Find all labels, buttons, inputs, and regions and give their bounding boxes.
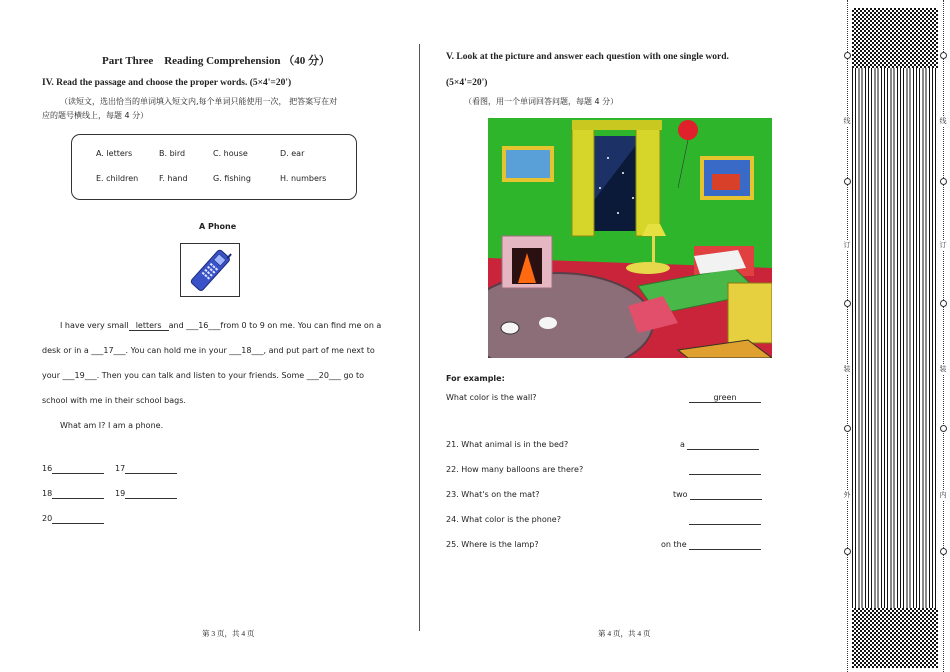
right-page-footer: 第 4 页，共 4 页 [598,629,651,638]
word-option-h: H. numbers [280,174,327,183]
word-option-c: C. house [213,149,248,158]
word-option-e: E. children [96,174,139,183]
section-iv-instruction-1: （读短文，选出恰当的单词填入短文内,每个单词只能使用一次， 把答案写在对 [60,97,338,106]
binding-hole-inner-1 [940,52,947,59]
answer-22 [689,465,761,475]
example-question: What color is the wall? [446,393,537,402]
answer-17-blank[interactable] [125,464,177,474]
question-22: 22. How many balloons are there? [446,465,584,474]
binding-inner-char-4: 线 [939,117,947,125]
answer-21: a [680,440,759,450]
answer-16-blank[interactable] [52,464,104,474]
left-page-footer: 第 3 页，共 4 页 [202,629,255,638]
bedroom-illustration [488,118,772,358]
binding-hole-inner-5 [940,548,947,555]
answer-17: 17 [115,464,177,474]
word-option-d: D. ear [280,149,305,158]
part-title: Part Three Reading Comprehension （40 分） [102,55,330,67]
binding-inner-char-3: 订 [939,241,947,249]
word-option-b: B. bird [159,149,186,158]
example-answer [689,393,761,403]
answer-25-blank[interactable] [689,540,761,550]
answer-23-blank[interactable] [690,490,762,500]
passage-line-4: school with me in their school bags. [42,396,186,405]
page-divider [419,44,420,631]
binding-outer-char-2: 装 [843,365,851,373]
binding-hole-inner-3 [940,300,947,307]
answer-23: two [673,490,762,500]
passage-line-5: What am I? I am a phone. [60,421,164,430]
question-24: 24. What color is the phone? [446,515,561,524]
binding-outer-char-1: 外 [843,491,851,499]
answer-18: 18 [42,489,104,499]
answer-20: 20 [42,514,104,524]
answer-16: 16 [42,464,104,474]
passage-line-3: your ___19___. Then you can talk and listen to your friends. Some ___20___ go to [42,371,365,380]
binding-inner-char-1: 内 [939,491,947,499]
word-option-g: G. fishing [213,174,251,183]
answer-19: 19 [115,489,177,499]
passage-line-1-end: and ___16___from 0 to 9 on me. You can find me on a [168,321,382,330]
binding-line-inner [943,0,944,672]
bedroom-picture [488,118,772,358]
binding-hole-inner-4 [940,425,947,432]
answer-19-blank[interactable] [125,489,177,499]
binding-inner-char-2: 装 [939,365,947,373]
section-v-instruction: （看图，用一个单词回答问题，每题 4 分） [464,97,619,106]
passage-title: A Phone [199,222,237,231]
question-23: 23. What's on the mat? [446,490,540,499]
section-iv-title: IV. Read the passage and choose the proper words. (5×4'=20') [42,78,292,88]
section-v-title: V. Look at the picture and answer each question with one single word. [446,52,729,62]
binding-line-outer [847,0,848,672]
binding-outer-char-3: 订 [843,241,851,249]
phone-picture [180,243,240,297]
answer-18-blank[interactable] [52,489,104,499]
answer-21-blank[interactable] [687,440,759,450]
passage-line-2: desk or in a ___17___. You can hold me in your ___18___, and put part of me next to [42,346,375,355]
example-label: For example: [446,374,505,383]
binding-hole-outer-3 [844,300,851,307]
question-21: 21. What animal is in the bed? [446,440,569,449]
mobile-phone-icon [181,244,239,296]
passage-line-1 [60,321,381,331]
answer-22-blank[interactable] [689,465,761,475]
binding-hole-outer-2 [844,178,851,185]
section-v-score: (5×4'=20') [446,78,488,88]
answer-24 [689,515,761,525]
question-25: 25. Where is the lamp? [446,540,539,549]
binding-hole-outer-1 [844,52,851,59]
binding-outer-char-4: 线 [843,117,851,125]
word-option-a: A. letters [96,149,133,158]
section-iv-instruction-2: 应的题号横线上，每题 4 分） [42,111,149,120]
word-option-f: F. hand [159,174,188,183]
word-options-box [71,134,357,200]
example-answer-green: green [689,393,761,403]
binding-checker-bottom [852,608,938,668]
passage-line-1-start: I have very small [60,321,129,330]
answer-24-blank[interactable] [689,515,761,525]
binding-hole-inner-2 [940,178,947,185]
answer-20-blank[interactable] [52,514,104,524]
binding-hole-outer-4 [844,425,851,432]
binding-checker-top [852,8,938,68]
binding-hole-outer-5 [844,548,851,555]
binding-stripes [852,68,938,608]
example-answer-letters: letters [129,321,169,331]
answer-25: on the [661,540,761,550]
